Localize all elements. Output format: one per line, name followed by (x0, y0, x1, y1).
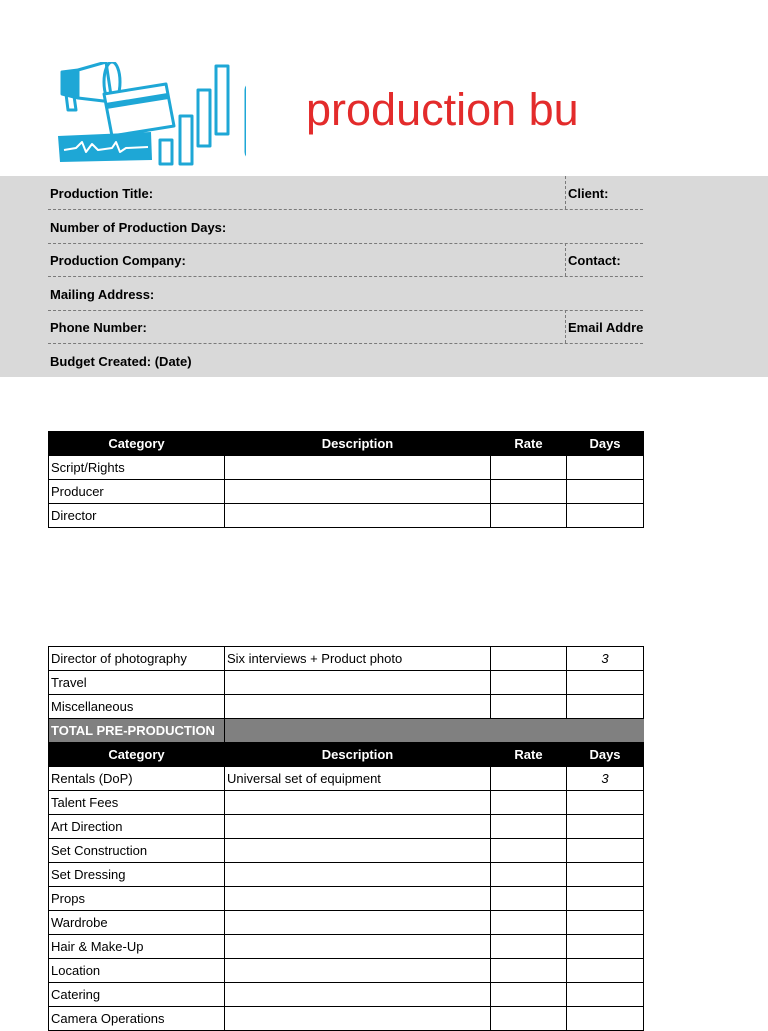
client-cell (565, 176, 644, 209)
days-header: Days (567, 743, 644, 767)
info-row-mailing-address (48, 277, 643, 311)
title-clip (300, 70, 643, 150)
category-header: Category (49, 432, 225, 456)
days-cell[interactable] (567, 959, 644, 983)
info-row-production-company (48, 243, 643, 277)
table-row (49, 863, 644, 887)
production-days-label: Number of Production Days: (50, 220, 227, 235)
rate-cell[interactable] (491, 767, 567, 791)
days-cell[interactable] (567, 671, 644, 695)
category-cell[interactable]: Props (49, 887, 225, 911)
production-rows (49, 767, 644, 1031)
contact-cell (565, 243, 644, 276)
rate-cell[interactable] (491, 815, 567, 839)
description-cell[interactable] (225, 935, 491, 959)
category-cell[interactable]: Art Direction (49, 815, 225, 839)
rate-cell[interactable] (491, 839, 567, 863)
days-cell[interactable] (567, 480, 644, 504)
rate-cell[interactable] (491, 935, 567, 959)
production-title-label: Production Title: (50, 186, 154, 201)
description-cell[interactable] (225, 959, 491, 983)
rate-cell[interactable] (491, 1007, 567, 1031)
production-company-label: Production Company: (50, 253, 186, 268)
rate-cell[interactable] (491, 791, 567, 815)
category-cell[interactable]: Director of photography (49, 647, 225, 671)
days-cell[interactable] (567, 887, 644, 911)
category-cell[interactable]: Hair & Make-Up (49, 935, 225, 959)
rate-cell[interactable] (491, 671, 567, 695)
table-row (49, 456, 644, 480)
category-cell[interactable]: Set Construction (49, 839, 225, 863)
days-cell[interactable] (567, 863, 644, 887)
days-cell[interactable] (567, 935, 644, 959)
days-cell[interactable] (567, 1007, 644, 1031)
client-label: Client: (568, 186, 609, 201)
table-row (49, 480, 644, 504)
table-row (49, 839, 644, 863)
production-table (48, 646, 644, 1031)
days-cell[interactable] (567, 456, 644, 480)
description-cell[interactable] (225, 456, 491, 480)
info-row-production-days (48, 210, 643, 244)
category-header: Category (49, 743, 225, 767)
days-cell[interactable]: 3 (567, 767, 644, 791)
mailing-address-label: Mailing Address: (50, 287, 155, 302)
category-cell[interactable]: Wardrobe (49, 911, 225, 935)
table-row (49, 647, 644, 671)
days-cell[interactable] (567, 504, 644, 528)
days-cell[interactable] (567, 983, 644, 1007)
info-row-production-title (48, 176, 643, 210)
category-cell[interactable]: Location (49, 959, 225, 983)
table-row (49, 791, 644, 815)
table-row (49, 911, 644, 935)
development-table (48, 431, 644, 528)
description-cell[interactable] (225, 480, 491, 504)
rate-cell[interactable] (491, 959, 567, 983)
description-cell[interactable] (225, 671, 491, 695)
table-header-row (49, 743, 644, 767)
rate-cell[interactable] (491, 480, 567, 504)
days-header: Days (567, 432, 644, 456)
table-row (49, 1007, 644, 1031)
rate-cell[interactable] (491, 983, 567, 1007)
info-row-budget-created (48, 344, 643, 377)
category-cell[interactable]: Set Dressing (49, 863, 225, 887)
description-cell[interactable] (225, 983, 491, 1007)
table-row (49, 887, 644, 911)
total-pre-production-row (49, 719, 644, 743)
table-row (49, 983, 644, 1007)
days-cell[interactable] (567, 911, 644, 935)
description-cell[interactable] (225, 791, 491, 815)
table-row (49, 671, 644, 695)
email-cell (565, 310, 644, 343)
rate-header: Rate (491, 743, 567, 767)
info-row-phone-number (48, 310, 643, 344)
category-cell[interactable]: Producer (49, 480, 225, 504)
table-row (49, 504, 644, 528)
total-pre-production-label: TOTAL PRE-PRODUCTION (49, 719, 225, 743)
budget-created-label: Budget Created: (Date) (50, 354, 192, 369)
category-cell[interactable]: Catering (49, 983, 225, 1007)
category-cell[interactable]: Talent Fees (49, 791, 225, 815)
description-cell[interactable] (225, 839, 491, 863)
description-cell[interactable] (225, 504, 491, 528)
days-cell[interactable]: 3 (567, 647, 644, 671)
description-cell[interactable]: Universal set of equipment (225, 767, 491, 791)
email-label: Email Addre (568, 320, 644, 335)
table-header-row (49, 432, 644, 456)
rate-cell[interactable] (491, 911, 567, 935)
description-cell[interactable]: Six interviews + Product photo (225, 647, 491, 671)
description-cell[interactable] (225, 695, 491, 719)
table-row (49, 935, 644, 959)
category-cell[interactable]: Travel (49, 671, 225, 695)
days-cell[interactable] (567, 695, 644, 719)
production-budget-logo-icon (56, 62, 246, 166)
description-header: Description (225, 432, 491, 456)
description-header: Description (225, 743, 491, 767)
table-row (49, 767, 644, 791)
description-cell[interactable] (225, 815, 491, 839)
category-cell[interactable]: Miscellaneous (49, 695, 225, 719)
rate-cell[interactable] (491, 695, 567, 719)
category-cell[interactable]: Director (49, 504, 225, 528)
days-cell[interactable] (567, 791, 644, 815)
rate-cell[interactable] (491, 887, 567, 911)
document-title: production bu (306, 84, 579, 135)
description-cell[interactable] (225, 1007, 491, 1031)
category-cell[interactable]: Rentals (DoP) (49, 767, 225, 791)
production-info-panel (0, 176, 768, 377)
total-pre-production-value (225, 719, 644, 743)
phone-number-label: Phone Number: (50, 320, 147, 335)
rate-cell[interactable] (491, 504, 567, 528)
table-row (49, 695, 644, 719)
description-cell[interactable] (225, 863, 491, 887)
rate-cell[interactable] (491, 647, 567, 671)
days-cell[interactable] (567, 839, 644, 863)
table-row (49, 815, 644, 839)
rate-cell[interactable] (491, 863, 567, 887)
description-cell[interactable] (225, 887, 491, 911)
table-row (49, 959, 644, 983)
category-cell[interactable]: Camera Operations (49, 1007, 225, 1031)
description-cell[interactable] (225, 911, 491, 935)
contact-label: Contact: (568, 253, 621, 268)
category-cell[interactable]: Script/Rights (49, 456, 225, 480)
rate-cell[interactable] (491, 456, 567, 480)
rate-header: Rate (491, 432, 567, 456)
days-cell[interactable] (567, 815, 644, 839)
